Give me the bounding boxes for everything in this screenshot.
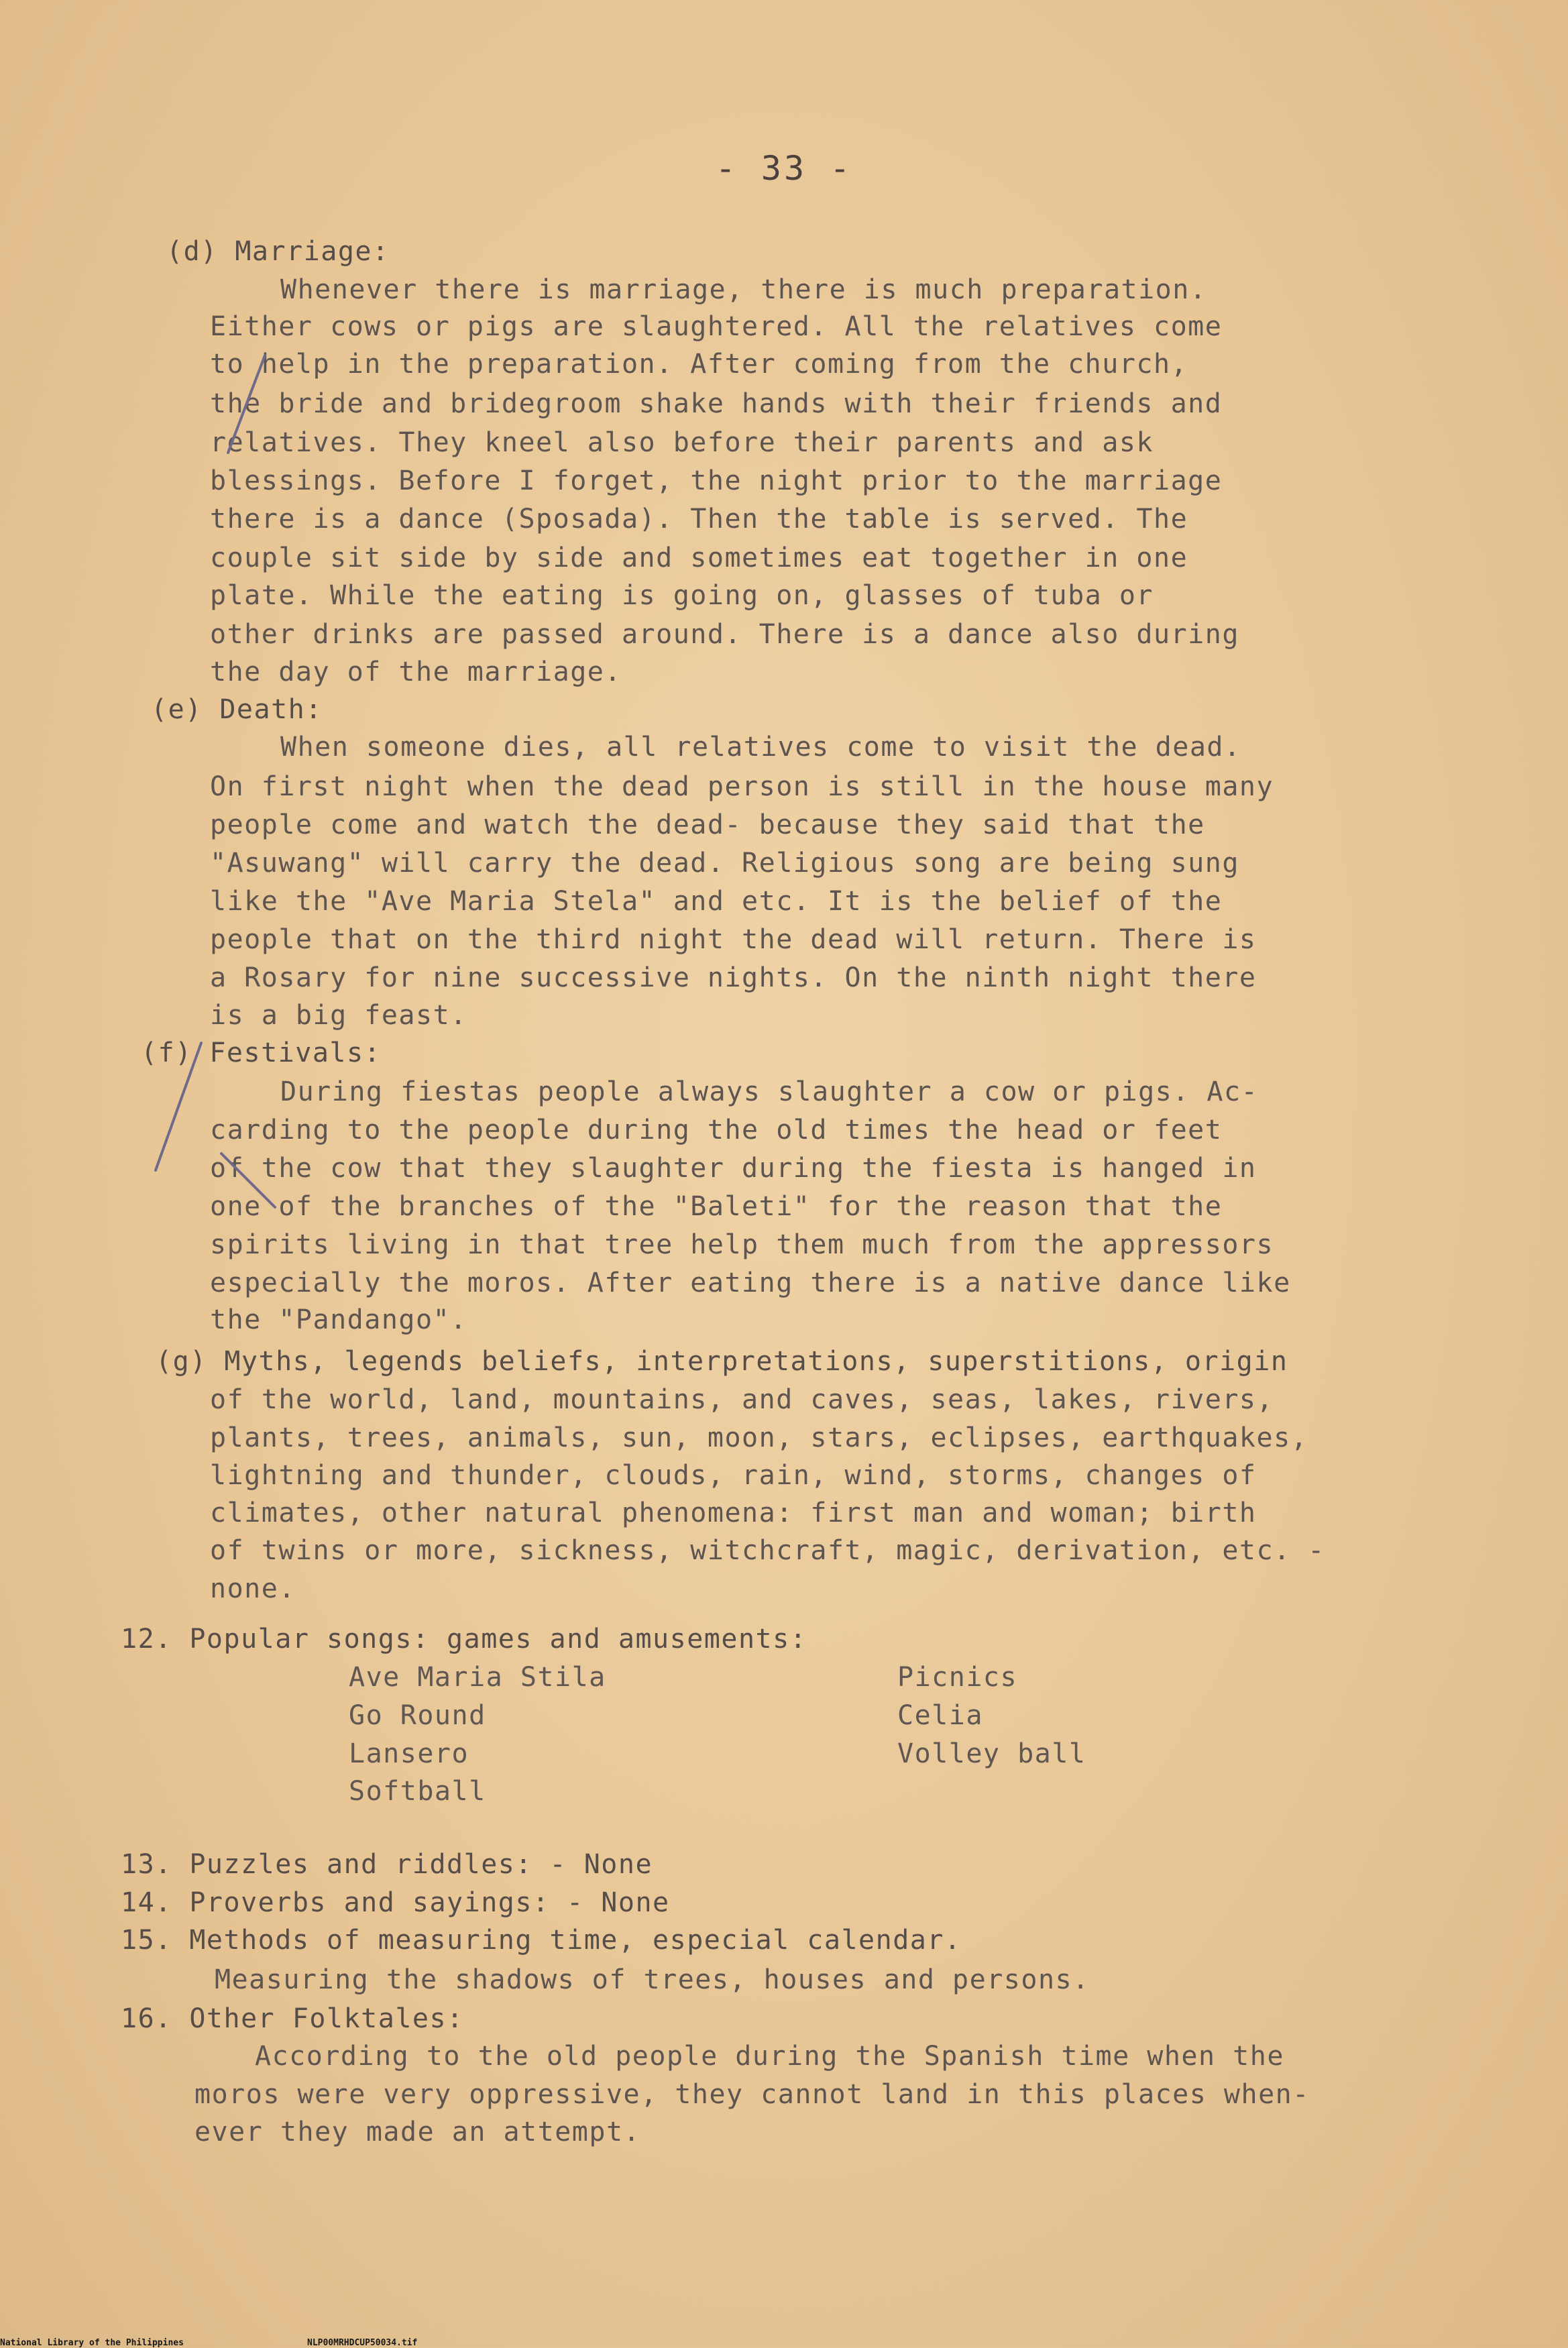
myths-line: climates, other natural phenomena: first man and woman; birth [210, 1498, 1257, 1528]
proverbs-item: 14. Proverbs and sayings: - None [121, 1887, 670, 1918]
marriage-line: the bride and bridegroom shake hands with their friends and [210, 388, 1223, 419]
death-line: When someone dies, all relatives come to visit the dead. [280, 732, 1241, 763]
page-number: - 33 - [715, 149, 853, 188]
marriage-line: Whenever there is marriage, there is much preparation. [280, 274, 1207, 305]
section-heading-festivals: (f) Festivals: [141, 1038, 382, 1068]
death-line: people that on the third night the dead will return. There is [210, 924, 1257, 955]
myths-line: (g) Myths, legends beliefs, interpretations, superstitions, origin [156, 1346, 1288, 1377]
marriage-line: to help in the preparation. After coming from the church, [210, 349, 1188, 380]
festivals-line: of the cow that they slaughter during the fiesta is hanged in [210, 1153, 1257, 1184]
festivals-line: the "Pandango". [210, 1304, 467, 1335]
marriage-line: the day of the marriage. [210, 657, 622, 687]
folktales-line: ever they made an attempt. [194, 2117, 641, 2147]
death-line: like the "Ave Maria Stela" and etc. It is the belief of the [210, 886, 1223, 917]
section-heading-marriage: (d) Marriage: [166, 236, 390, 267]
song-item: Lansero [349, 1738, 469, 1769]
myths-line: plants, trees, animals, sun, moon, stars, eclipses, earthquakes, [210, 1422, 1308, 1453]
song-item: Celia [897, 1700, 983, 1731]
marriage-line: blessings. Before I forget, the night prior to the marriage [210, 465, 1223, 496]
marriage-line: Either cows or pigs are slaughtered. All the relatives come [210, 311, 1223, 342]
festivals-line: During fiestas people always slaughter a cow or pigs. Ac- [280, 1076, 1259, 1107]
time-item: 15. Methods of measuring time, especial calendar. [121, 1925, 962, 1956]
marriage-line: couple sit side by side and sometimes eat together in one [210, 543, 1188, 573]
death-line: a Rosary for nine successive nights. On the ninth night there [210, 962, 1257, 993]
death-line: On first night when the dead person is still in the house many [210, 771, 1274, 802]
song-item: Picnics [897, 1662, 1018, 1693]
festivals-line: one of the branches of the "Baleti" for the reason that the [210, 1191, 1223, 1222]
song-item: Ave Maria Stila [349, 1662, 606, 1693]
puzzles-item: 13. Puzzles and riddles: - None [121, 1849, 653, 1880]
footer-file: NLP00MRHDCUP50034.tif [307, 2338, 418, 2348]
marriage-line: relatives. They kneel also before their parents and ask [210, 427, 1154, 458]
myths-line: none. [210, 1573, 296, 1604]
song-item: Volley ball [897, 1738, 1086, 1769]
death-line: "Asuwang" will carry the dead. Religious song are being sung [210, 848, 1239, 879]
festivals-line: carding to the people during the old times the head or feet [210, 1115, 1223, 1145]
festivals-line: especially the moros. After eating there is a native dance like [210, 1268, 1291, 1298]
song-item: Go Round [349, 1700, 486, 1731]
marriage-line: other drinks are passed around. There is a dance also during [210, 619, 1239, 650]
death-line: people come and watch the dead- because they said that the [210, 809, 1205, 840]
footer-institution: National Library of the Philippines [0, 2338, 184, 2348]
myths-line: of the world, land, mountains, and caves, seas, lakes, rivers, [210, 1384, 1274, 1415]
festivals-line: spirits living in that tree help them much from the appressors [210, 1229, 1274, 1260]
myths-line: lightning and thunder, clouds, rain, wind, storms, changes of [210, 1460, 1257, 1491]
myths-line: of twins or more, sickness, witchcraft, magic, derivation, etc. - [210, 1535, 1325, 1566]
song-item: Softball [349, 1776, 486, 1807]
songs-heading: 12. Popular songs: games and amusements: [121, 1624, 807, 1655]
time-detail: Measuring the shadows of trees, houses and persons. [215, 1964, 1090, 1995]
folktales-line: According to the old people during the Spanish time when the [255, 2041, 1284, 2072]
marriage-line: there is a dance (Sposada). Then the table is served. The [210, 504, 1188, 535]
folktales-heading: 16. Other Folktales: [121, 2003, 464, 2034]
marriage-line: plate. While the eating is going on, glasses of tuba or [210, 580, 1154, 611]
folktales-line: moros were very oppressive, they cannot land in this places when- [194, 2079, 1310, 2110]
death-line: is a big feast. [210, 1000, 467, 1031]
section-heading-death: (e) Death: [151, 694, 323, 725]
